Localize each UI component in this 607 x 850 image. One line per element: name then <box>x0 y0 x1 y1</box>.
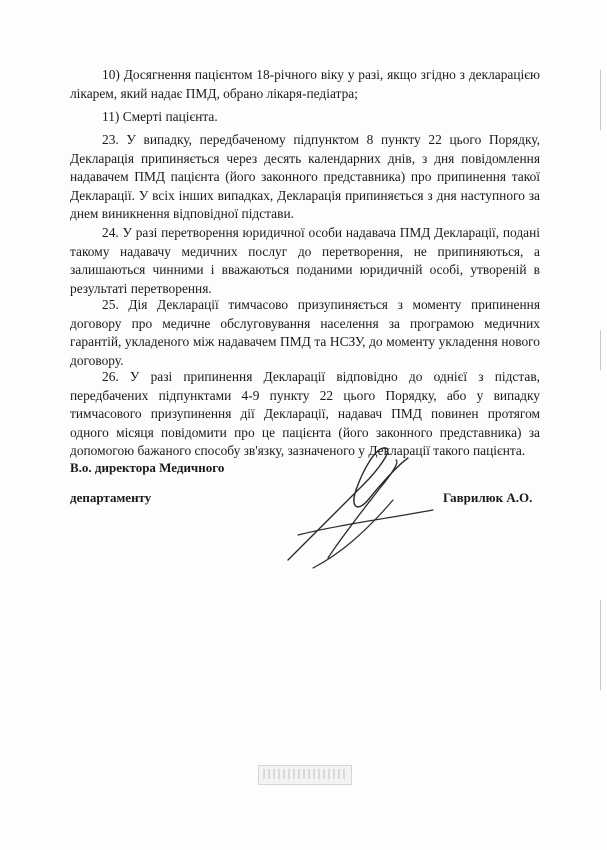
signatory-title-line2: департаменту <box>70 490 152 505</box>
handwritten-signature <box>268 440 438 575</box>
scan-edge-mark <box>600 70 601 130</box>
paragraph-24: 24. У разі перетворення юридичної особи надавача ПМД Декларації, подані такому надавачу медичних послуг до перетворення, не припиняються, а залишаються чинними і вважаються поданими юридичній особі, утвореній в результаті перетворення. <box>70 225 540 296</box>
paragraph-23: 23. У випадку, передбаченому підпунктом 8 пункту 22 цього Порядку, Декларація припиняється через десять календарних днів, з дня повідомлення надавачем ПМД пацієнта (його законного представника) про припинення такої Декларації. У всіх інших випадках, Декларація припиняється з дня наступного за днем виникнення відповідної підстави. <box>70 132 540 222</box>
scan-edge-mark <box>600 330 601 370</box>
scan-stamp-mark <box>258 765 352 785</box>
paragraph-25: 25. Дія Декларації тимчасово призупиняється з моменту припинення договору про медичне обслуговування населення за програмою медичних гарантій, укладеного між надавачем ПМД та НСЗУ, до моменту укладення нового договору. <box>70 297 540 368</box>
scan-edge-mark <box>600 600 601 690</box>
paragraph-item-11: 11) Смерті пацієнта. <box>102 109 218 124</box>
signatory-name: Гаврилюк А.О. <box>443 490 533 505</box>
signatory-title-line1: В.о. директора Медичного <box>70 460 225 475</box>
paragraph-item-10: 10) Досягнення пацієнтом 18-річного віку у разі, якщо згідно з декларацією лікарем, який надає ПМД, обрано лікаря-педіатра; <box>70 67 540 101</box>
paragraph-26: 26. У разі припинення Декларації відповідно до однієї з підстав, передбачених підпунктами 4-9 пункту 22 цього Порядку, або у випадку тимчасового призупинення дії Декларації, надавач ПМД повинен протягом одного місяця повідомити про це пацієнта (його законного представника) за допомогою бажаного способу зв'язку, зазначеного у Декларації такого пацієнта. <box>70 369 540 459</box>
